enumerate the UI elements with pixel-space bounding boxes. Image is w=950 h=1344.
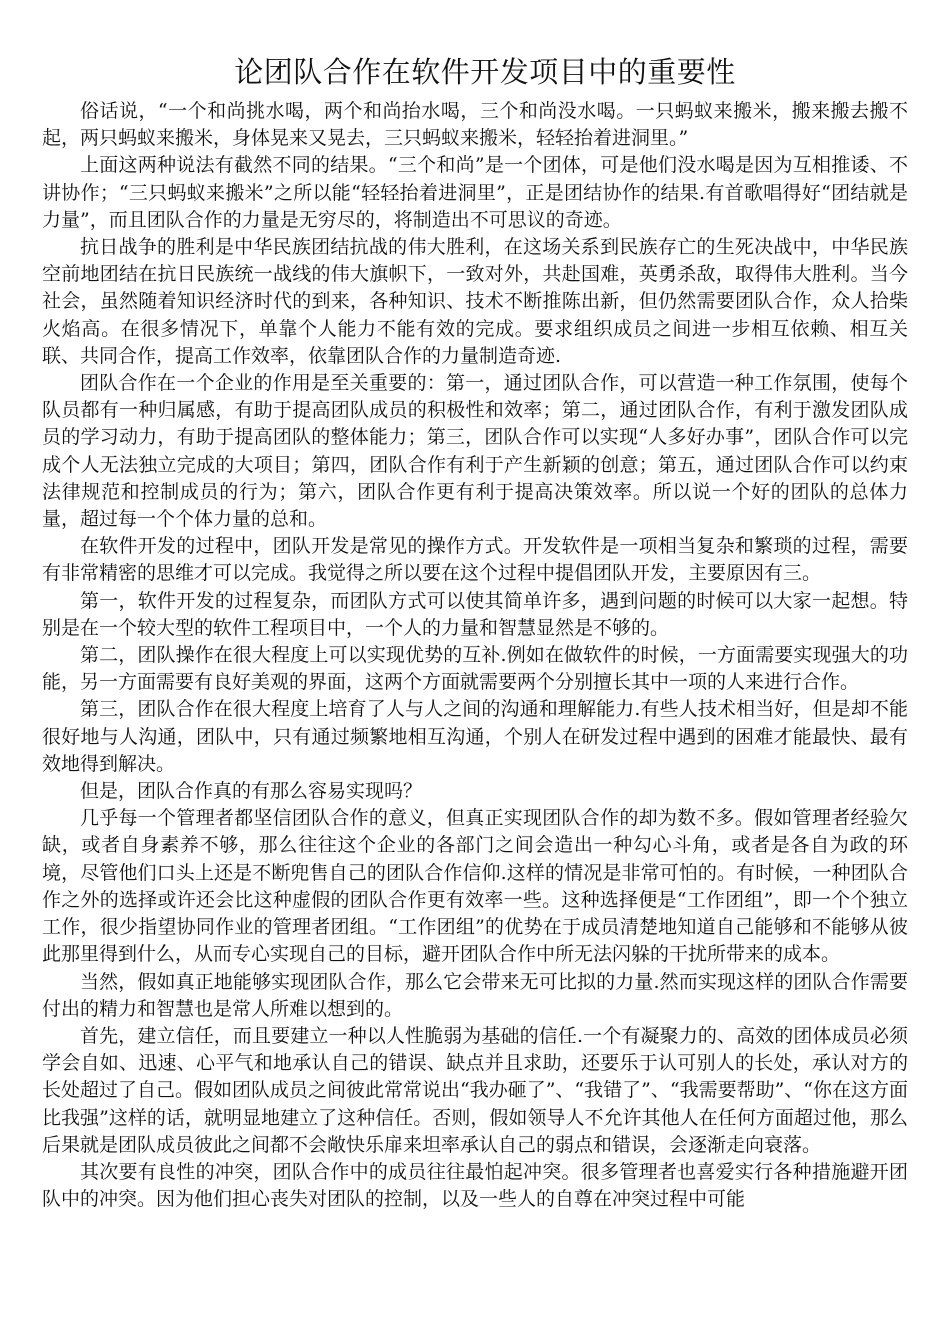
paragraph-8: 第三，团队合作在很大程度上培育了人与人之间的沟通和理解能力.有些人技术相当好，但是却不能很好地与人沟通，团队中，只有通过频繁地相互沟通，个别人在研发过程中遇到的困难才能最快、最有效地得到解决。: [42, 698, 908, 775]
paragraph-6: 第一，软件开发的过程复杂，而团队方式可以使其简单许多，遇到问题的时候可以大家一起想。特别是在一个较大型的软件工程项目中，一个人的力量和智慧显然是不够的。: [42, 589, 908, 639]
document-page: [42, 52, 908, 1213]
paragraph-5: 在软件开发的过程中，团队开发是常见的操作方式。开发软件是一项相当复杂和繁琐的过程，需要有非常精密的思维才可以完成。我觉得之所以要在这个过程中提倡团队开发，主要原因有三。: [42, 535, 908, 585]
paragraph-10: 几乎每一个管理者都坚信团队合作的意义，但真正实现团队合作的却为数不多。假如管理者经验欠缺，或者自身素养不够，那么往往这个企业的各部门之间会造出一种勾心斗角，或者是各自为政的环境，尽管他们口头上还是不断兜售自己的团队合作信仰.这样的情况是非常可怕的。有时候，一种团队合作之外的选择或许还会比这种虚假的团队合作更有效率一些。这种选择便是“工作团组”，即一个个独立工作，很少指望协同作业的管理者团组。“工作团组”的优势在于成员清楚地知道自己能够和不能够从彼此那里得到什么，从而专心实现自己的目标，避开团队合作中所无法闪躲的干扰所带来的成本。: [42, 807, 908, 966]
paragraph-7: 第二，团队操作在很大程度上可以实现优势的互补.例如在做软件的时候，一方面需要实现强大的功能，另一方面需要有良好美观的界面，这两个方面就需要两个分别擅长其中一项的人来进行合作。: [42, 644, 908, 694]
paragraph-9: 但是，团队合作真的有那么容易实现吗？: [80, 780, 423, 803]
paragraph-11: 当然，假如真正地能够实现团队合作，那么它会带来无可比拟的力量.然而实现这样的团队合作需要付出的精力和智慧也是常人所难以想到的。: [42, 970, 908, 1020]
paragraph-12: 首先，建立信任，而且要建立一种以人性脆弱为基础的信任.一个有凝聚力的、高效的团体成员必须学会自如、迅速、心平气和地承认自己的错误、缺点并且求助，还要乐于认可别人的长处，承认对方的长处超过了自己。假如团队成员之间彼此常常说出“我办砸了”、“我错了”、“我需要帮助”、“你在这方面比我强”这样的话，就明显地建立了这种信任。否则，假如领导人不允许其他人在任何方面超过他，那么后果就是团队成员彼此之间都不会敞快乐扉来坦率承认自己的弱点和错误，会逐渐走向衰落。: [42, 1024, 908, 1156]
paragraph-1: 俗话说，“一个和尚挑水喝，两个和尚抬水喝，三个和尚没水喝。一只蚂蚁来搬米，搬来搬去搬不起，两只蚂蚁来搬米，身体晃来又晃去，三只蚂蚁来搬米，轻轻抬着进洞里。”: [42, 100, 908, 150]
paragraph-3: 抗日战争的胜利是中华民族团结抗战的伟大胜利，在这场关系到民族存亡的生死决战中，中华民族空前地团结在抗日民族统一战线的伟大旗帜下，一致对外，共赴国难，英勇杀敌，取得伟大胜利。当今社会，虽然随着知识经济时代的到来，各种知识、技术不断推陈出新，但仍然需要团队合作，众人拾柴火焰高。在很多情况下，单靠个人能力不能有效的完成。要求组织成员之间进一步相互依赖、相互关联、共同合作，提高工作效率，依靠团队合作的力量制造奇迹.: [42, 236, 908, 367]
document-title: 论团队合作在软件开发项目中的重要性: [234, 55, 736, 89]
paragraph-4: 团队合作在一个企业的作用是至关重要的：第一，通过团队合作，可以营造一种工作氛围，使每个队员都有一种归属感，有助于提高团队成员的积极性和效率；第二，通过团队合作，有利于激发团队成员的学习动力，有助于提高团队的整体能力；第三，团队合作可以实现“人多好办事”，团队合作可以完成个人无法独立完成的大项目；第四，团队合作有利于产生新颖的创意；第五，通过团队合作可以约束法律规范和控制成员的行为；第六，团队合作更有利于提高决策效率。所以说一个好的团队的总体力量，超过每一个个体力量的总和。: [42, 372, 908, 531]
paragraph-2: 上面这两种说法有截然不同的结果。“三个和尚”是一个团体，可是他们没水喝是因为互相推诿、不讲协作；“三只蚂蚁来搬米”之所以能“轻轻抬着进洞里”，正是团结协作的结果.有首歌唱得好“团结就是力量”，而且团队合作的力量是无穷尽的，将制造出不可思议的奇迹。: [42, 154, 908, 231]
paragraph-13: 其次要有良性的冲突，团队合作中的成员往往最怕起冲突。很多管理者也喜爱实行各种措施避开团队中的冲突。因为他们担心丧失对团队的控制，以及一些人的自尊在冲突过程中可能: [42, 1160, 908, 1211]
